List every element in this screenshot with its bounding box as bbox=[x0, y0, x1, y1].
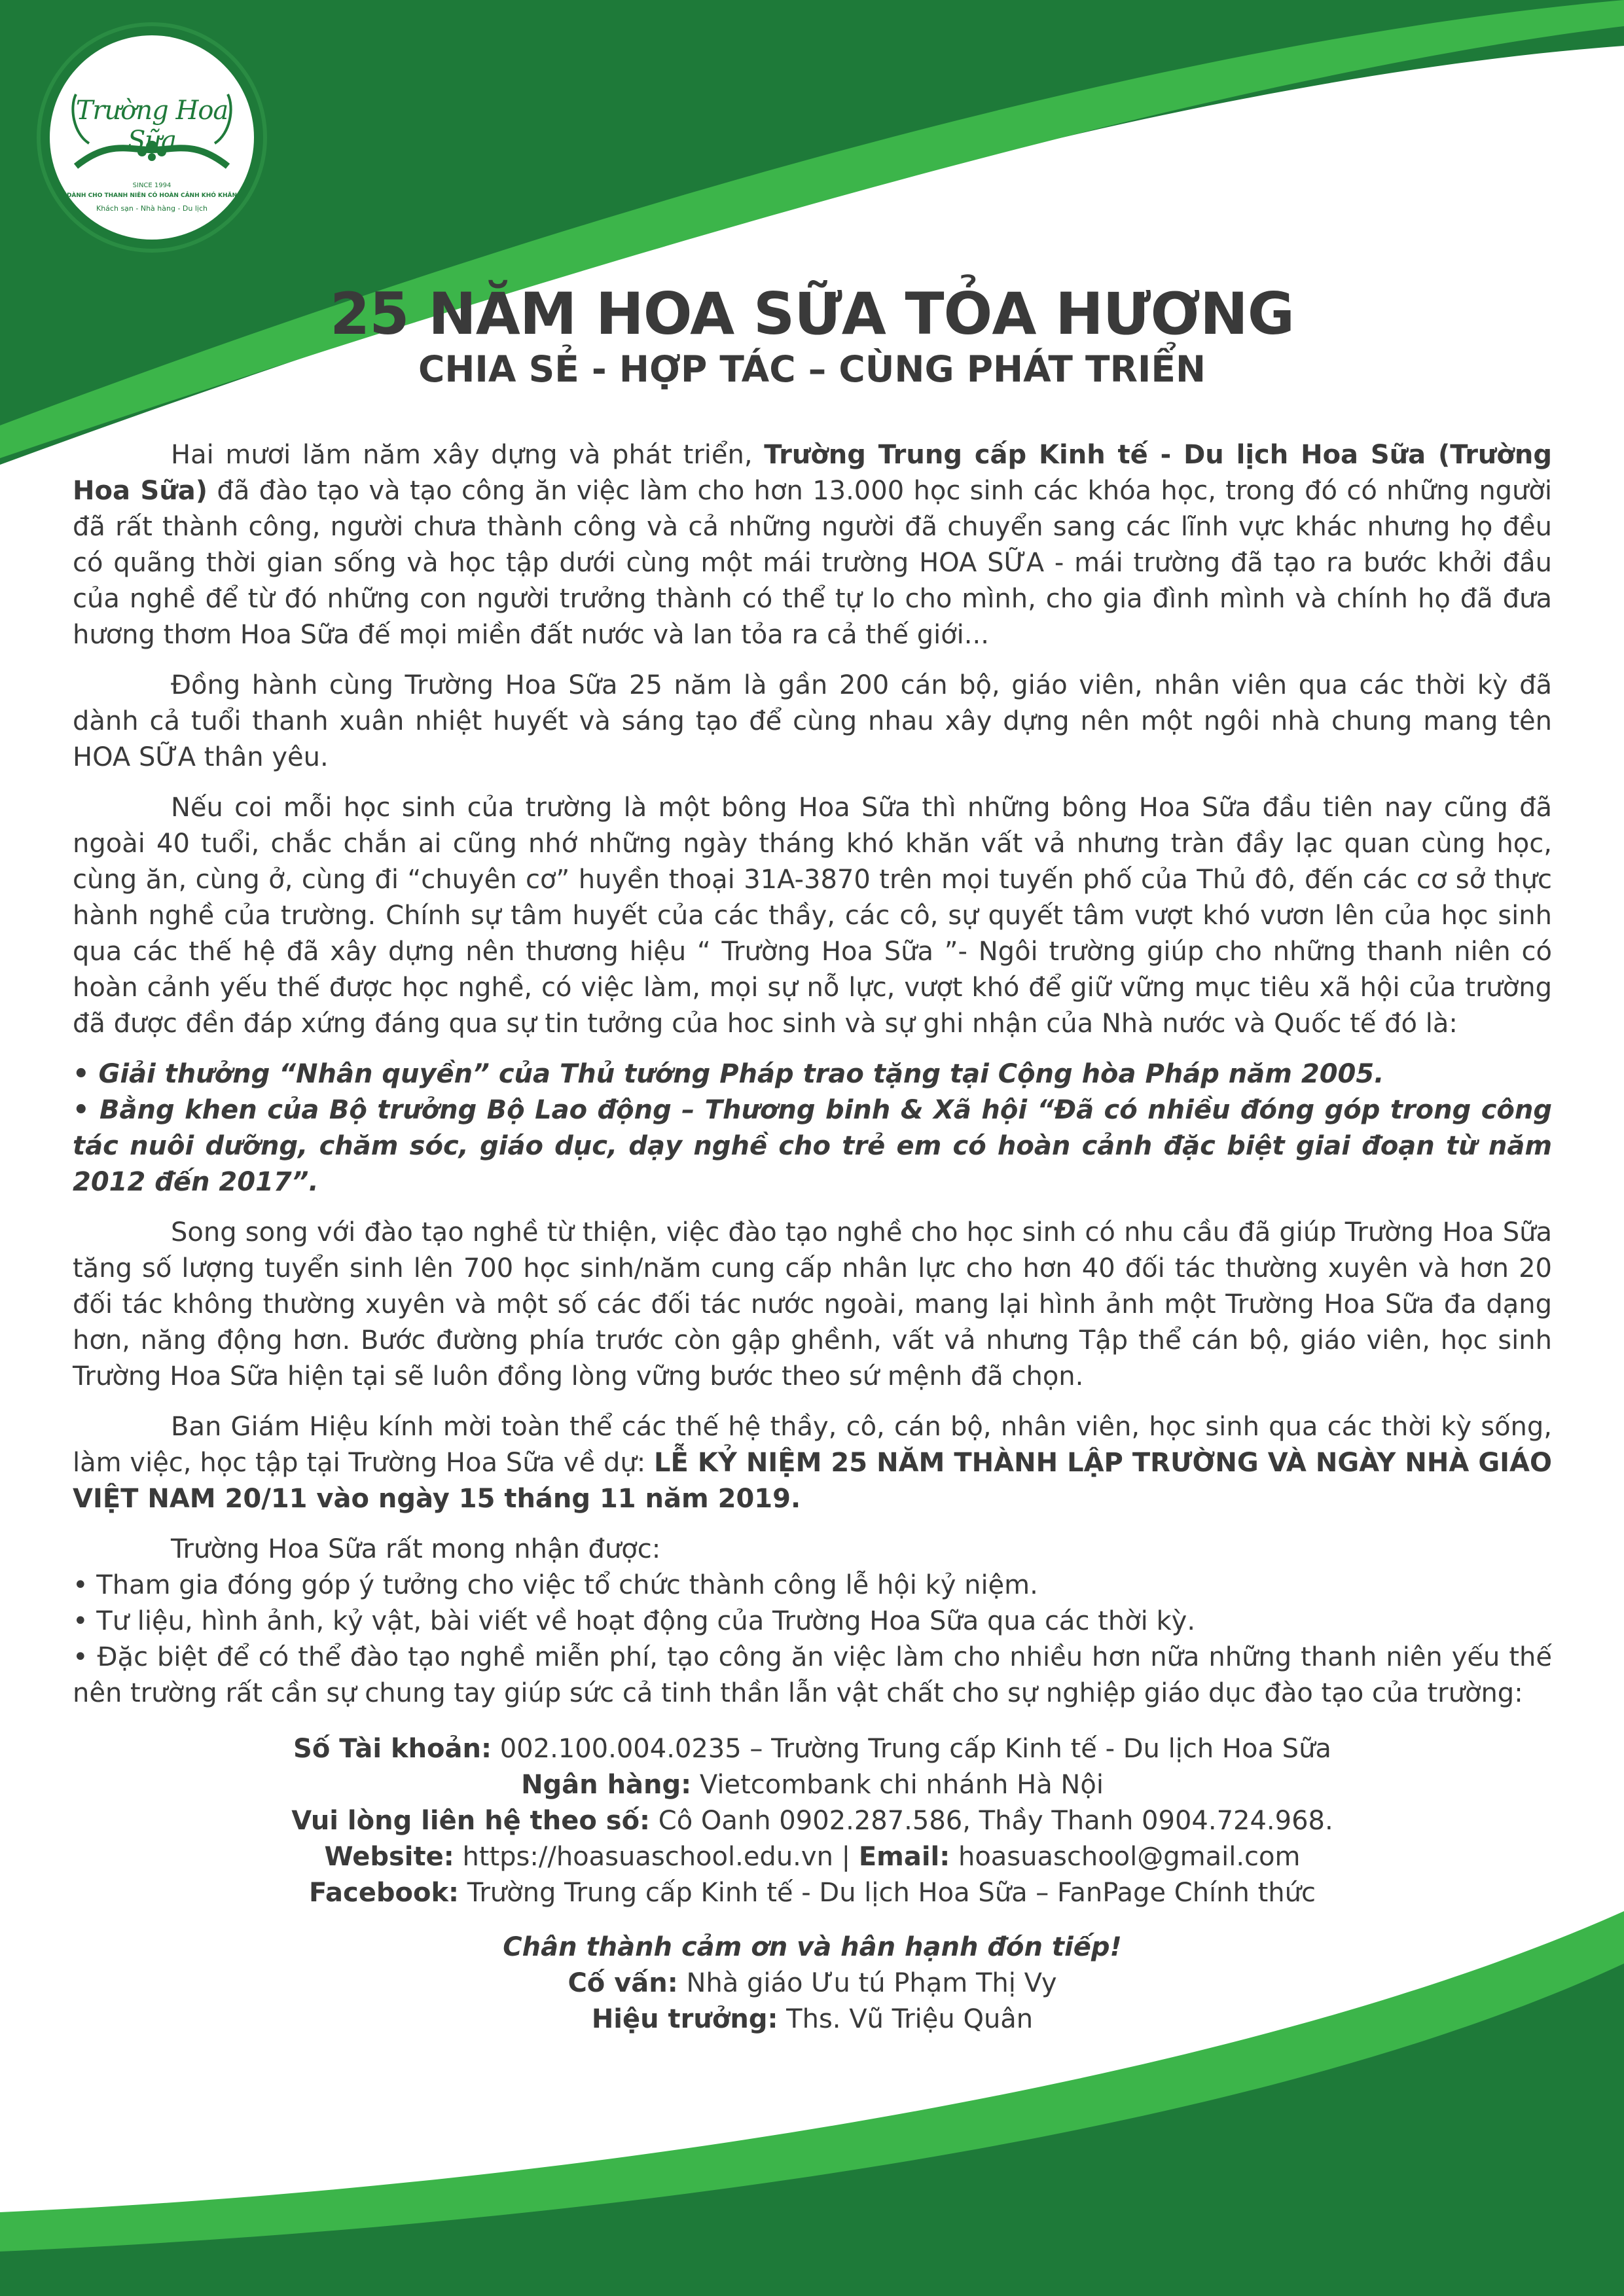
phone-label: Vui lòng liên hệ theo số: bbox=[291, 1806, 651, 1836]
logo-tagline: DÀNH CHO THANH NIÊN CÓ HOÀN CẢNH KHÓ KHĂN bbox=[66, 192, 238, 199]
account-line bbox=[73, 1731, 1552, 1767]
account-label: Số Tài khoản: bbox=[293, 1734, 492, 1764]
page-title: 25 NĂM HOA SỮA TỎA HƯƠNG bbox=[329, 280, 1295, 348]
awards-list bbox=[73, 1056, 1552, 1200]
closing-signature bbox=[73, 1929, 1552, 2037]
principal-line bbox=[73, 2001, 1552, 2037]
logo-since: SINCE 1994 bbox=[132, 182, 171, 189]
paragraph-students: Nếu coi mỗi học sinh của trường là một bông Hoa Sữa thì những bông Hoa Sữa đầu tiên nay cũng đã ngoài 40 tuổi, chắc chắn ai cũng nhớ những ngày tháng khó khăn vất vả nhưng tràn đầy lạc quan cùng học, cùng ăn, cùng ở, cùng đi “chuyên cơ” huyền thoại 31A-3870 trên mọi tuyến phố của Thủ đô, đến các cơ sở thực hành nghề của trường. Chính sự tâm huyết của các thầy, các cô, sự quyết tâm vượt khó vươn lên của học sinh qua các thế hệ đã xây dựng nên thương hiệu “ Trường Hoa Sữa ”- Ngôi trường giúp cho những thanh niên có hoàn cảnh yếu thế được học nghề, có việc làm, mọi sự nỗ lực, vượt khó để giữ vững mục tiêu xã hội của trường đã được đền đáp xứng đáng qua sự tin tưởng của hoc sinh và sự ghi nhận của Nhà nước và Quốc tế đó là: bbox=[73, 793, 1552, 1039]
school-name: Trường Trung cấp Kinh tế - Du lịch Hoa Sữa (Trường Hoa Sữa) bbox=[73, 440, 1552, 506]
bank-line bbox=[73, 1767, 1552, 1803]
invitation-text: Ban Giám Hiệu kính mời toàn thể các thế hệ thầy, cô, cán bộ, nhân viên, học sinh qua các thời kỳ sống, làm việc, học tập tại Trường Hoa Sữa về dự: bbox=[73, 1412, 1552, 1478]
email-link[interactable]: hoasuaschool@gmail.com bbox=[950, 1842, 1301, 1872]
facebook-line bbox=[73, 1875, 1552, 1911]
paragraph-invitation bbox=[73, 1409, 1552, 1517]
wish-item: • Tham gia đóng góp ý tưởng cho việc tổ chức thành công lễ hội kỷ niệm. bbox=[73, 1570, 1038, 1600]
letter-body bbox=[73, 437, 1552, 2037]
award-item: • Bằng khen của Bộ trưởng Bộ Lao động – Thương binh & Xã hội “Đã có nhiều đóng góp trong công tác nuôi dưỡng, chăm sóc, giáo dục, dạy nghề cho trẻ em có hoàn cảnh đặc biệt giai đoạn từ năm 2012 đến 2017”. bbox=[73, 1095, 1552, 1197]
award-item: • Giải thưởng “Nhân quyền” của Thủ tướng Pháp trao tặng tại Cộng hòa Pháp năm 2005. bbox=[73, 1059, 1384, 1089]
website-label: Website: bbox=[324, 1842, 454, 1872]
account-value: 002.100.004.0235 – Trường Trung cấp Kinh tế - Du lịch Hoa Sữa bbox=[492, 1734, 1331, 1764]
wishes-intro: Trường Hoa Sữa rất mong nhận được: bbox=[171, 1534, 661, 1564]
wish-item: • Tư liệu, hình ảnh, kỷ vật, bài viết về hoạt động của Trường Hoa Sữa qua các thời kỳ. bbox=[73, 1606, 1196, 1636]
website-link[interactable]: https://hoasuaschool.edu.vn | bbox=[454, 1842, 859, 1872]
web-line bbox=[73, 1839, 1552, 1875]
event-name: LỄ KỶ NIỆM 25 NĂM THÀNH LẬP TRƯỜNG VÀ NGÀY NHÀ GIÁO VIỆT NAM 20/11 vào ngày 15 tháng 11 năm 2019. bbox=[73, 1448, 1552, 1514]
principal-value: Ths. Vũ Triệu Quân bbox=[778, 2004, 1034, 2034]
bank-label: Ngân hàng: bbox=[521, 1770, 692, 1800]
paragraph-history bbox=[73, 437, 1552, 653]
paragraph-staff: Đồng hành cùng Trường Hoa Sữa 25 năm là gần 200 cán bộ, giáo viên, nhân viên qua các thời kỳ đã dành cả tuổi thanh xuân nhiệt huyết và sáng tạo để cùng nhau xây dựng nên một ngôi nhà chung mang tên HOA SỮA thân yêu. bbox=[73, 670, 1552, 772]
principal-label: Hiệu trưởng: bbox=[591, 2004, 778, 2034]
wish-item: • Đặc biệt để có thể đào tạo nghề miễn phí, tạo công ăn việc làm cho nhiều hơn nữa những thanh niên yếu thế nên trường rất cần sự chung tay giúp sức cả tinh thần lẫn vật chất cho sự nghiệp giáo dục đào tạo của trường: bbox=[73, 1642, 1552, 1708]
thanks-line: Chân thành cảm ơn và hân hạnh đón tiếp! bbox=[503, 1932, 1122, 1962]
contact-info bbox=[73, 1731, 1552, 1911]
logo-badge bbox=[50, 35, 254, 240]
advisor-value: Nhà giáo Ưu tú Phạm Thị Vy bbox=[677, 1968, 1057, 1998]
advisor-line bbox=[73, 1965, 1552, 2001]
paragraph-development: Song song với đào tạo nghề từ thiện, việc đào tạo nghề cho học sinh có nhu cầu đã giúp Trường Hoa Sữa tăng số lượng tuyển sinh lên 700 học sinh/năm cung cấp nhân lực cho hơn 40 đối tác thường xuyên và hơn 20 đối tác không thường xuyên và một số các đối tác nước ngoài, mang lại hình ảnh một Trường Hoa Sữa đa dạng hơn, năng động hơn. Bước đường phía trước còn gập ghềnh, vất vả nhưng Tập thể cán bộ, giáo viên, học sinh Trường Hoa Sữa hiện tại sẽ luôn đồng lòng vững bước theo sứ mệnh đã chọn. bbox=[73, 1217, 1552, 1391]
advisor-label: Cố vấn: bbox=[568, 1968, 678, 1998]
logo-wordmark: Trường Hoa Sữa bbox=[75, 96, 228, 156]
p1-text: Hai mươi lăm năm xây dựng và phát triển, bbox=[171, 440, 765, 470]
logo-services: Khách sạn - Nhà hàng - Du lịch bbox=[96, 204, 208, 213]
school-logo bbox=[41, 26, 263, 249]
wishes-list bbox=[73, 1532, 1552, 1712]
email-label: Email: bbox=[858, 1842, 950, 1872]
page-subtitle: CHIA SẺ - HỢP TÁC – CÙNG PHÁT TRIỂN bbox=[418, 348, 1206, 390]
facebook-value: Trường Trung cấp Kinh tế - Du lịch Hoa Sữa – FanPage Chính thức bbox=[459, 1878, 1316, 1908]
p1-text-cont: đã đào tạo và tạo công ăn việc làm cho hơn 13.000 học sinh các khóa học, trong đó có những người đã rất thành công, người chưa thành công và cả những người đã chuyển sang các lĩnh vực khác nhưng họ đều có quãng thời gian sống và học tập dưới cùng một mái trường HOA SỮA - mái trường đã tạo ra bước khởi đầu của nghề để từ đó những con người trưởng thành có thể tự lo cho mình, cho gia đình mình và chính họ đã đưa hương thơm Hoa Sữa đế mọi miền đất nước và lan tỏa ra cả thế giới... bbox=[73, 476, 1552, 650]
phone-line bbox=[73, 1803, 1552, 1839]
bank-value: Vietcombank chi nhánh Hà Nội bbox=[691, 1770, 1104, 1800]
facebook-label: Facebook: bbox=[309, 1878, 460, 1908]
phone-value: Cô Oanh 0902.287.586, Thầy Thanh 0904.724.968. bbox=[650, 1806, 1333, 1836]
